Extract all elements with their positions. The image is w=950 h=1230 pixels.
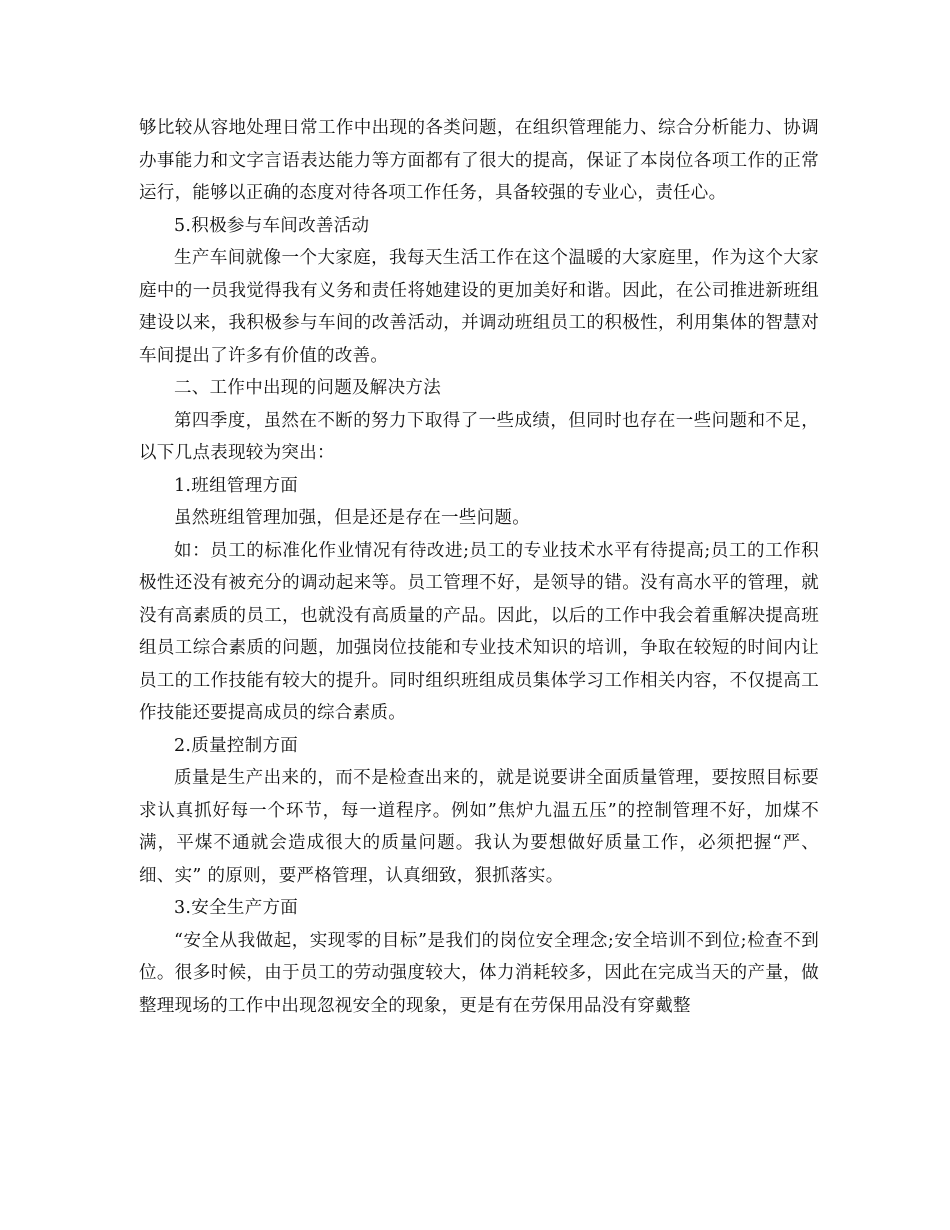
paragraph-team-management-detail: 如：员工的标准化作业情况有待改进;员工的专业技术水平有待提高;员工的工作积极性还没有被充分的调动起来等。员工管理不好，是领导的错。没有高水平的管理，就没有高素质的员工，也就没有高质量的产品。因此，以后的工作中我会着重解决提高班组员工综合素质的问题，加强岗位技能和专业技术知识的培训，争取在较短的时间内让员工的工作技能有较大的提升。同时组织班组成员集体学习工作相关内容，不仅提高工作技能还要提高成员的综合素质。 [139, 540, 819, 723]
heading-quality-control: 2.质量控制方面 [174, 735, 299, 756]
heading-safety-production: 3.安全生产方面 [174, 898, 299, 918]
paragraph-safety-production: “安全从我做起，实现零的目标”是我们的岗位安全理念;安全培训不到位;检查不到位。很多时候，由于员工的劳动强度较大，体力消耗较多，因此在完成当天的产量，做整理现场的工作中出现忽视安全的现象，更是有在劳保用品没有穿戴整 [139, 930, 819, 1016]
paragraph-q4-summary: 第四季度，虽然在不断的努力下取得了一些成绩，但同时也存在一些问题和不足，以下几点表现较为突出： [139, 410, 819, 463]
document-body [139, 112, 819, 1022]
heading-team-management: 1.班组管理方面 [174, 475, 299, 496]
heading-workshop-improvement: 5.积极参与车间改善活动 [174, 215, 370, 236]
paragraph-workshop-family: 生产车间就像一个大家庭，我每天生活工作在这个温暖的大家庭里，作为这个大家庭中的一员我觉得我有义务和责任将她建设的更加美好和谐。因此，在公司推进新班组建设以来，我积极参与车间的改善活动，并调动班组员工的积极性，利用集体的智慧对车间提出了许多有价值的改善。 [139, 248, 819, 366]
paragraph-team-management-intro: 虽然班组管理加强，但是还是存在一些问题。 [174, 508, 530, 528]
section-heading-problems: 二、工作中出现的问题及解决方法 [174, 378, 441, 398]
paragraph-continuation: 够比较从容地处理日常工作中出现的各类问题，在组织管理能力、综合分析能力、协调办事能力和文字言语表达能力等方面都有了很大的提高，保证了本岗位各项工作的正常运行，能够以正确的态度对待各项工作任务，具备较强的专业心，责任心。 [139, 118, 819, 203]
paragraph-quality-control: 质量是生产出来的，而不是检查出来的，就是说要讲全面质量管理，要按照目标要求认真抓好每一个环节，每一道程序。例如”焦炉九温五压”的控制管理不好，加煤不满，平煤不通就会造成很大的质量问题。我认为要想做好质量工作，必须把握“严、细、实” 的原则，要严格管理，认真细致，狠抓落实。 [139, 768, 819, 886]
